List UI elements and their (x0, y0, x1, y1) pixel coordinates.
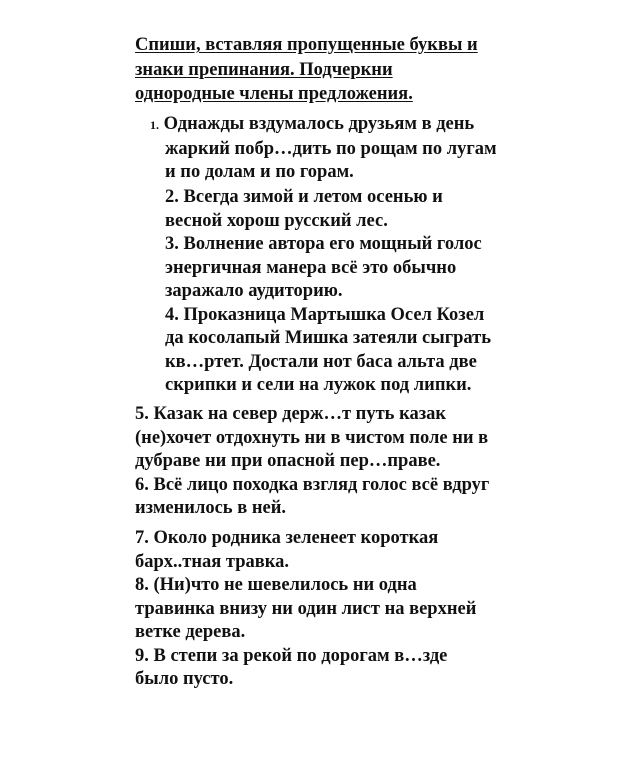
sentences-7-9 (135, 527, 476, 692)
sentence-line: (не)хочет отдохнуть ни в чистом поле ни в (135, 427, 489, 448)
sentence-line: 9. В степи за рекой по дорогам в…зде (135, 645, 448, 666)
instruction-line: однородные члены предложения. (135, 84, 413, 104)
sentences-2-4 (165, 186, 491, 398)
sentence-line: жаркий побр…дить по рощам по лугам (165, 138, 497, 159)
sentence-line: 3. Волнение автора его мощный голос (165, 234, 482, 254)
instruction-line: знаки препинания. Подчеркни (135, 59, 393, 80)
sentence-line: ветке дерева. (135, 622, 246, 642)
task-instruction (135, 33, 478, 107)
sentences-5-6 (135, 403, 489, 521)
sentence-line: 6. Всё лицо походка взгляд голос всё вдруг (135, 474, 490, 495)
sentence-line: кв…ртет. Достали нот баса альта две (165, 351, 477, 372)
sentence-line: 2. Всегда зимой и летом осенью и (165, 187, 443, 207)
sentence-line: весной хорош русский лес. (165, 210, 388, 231)
sentence-1 (150, 113, 497, 185)
sentence-line: да косолапый Мишка затеяли сыграть (165, 328, 492, 348)
sentence-number: 1. (150, 118, 159, 132)
sentence-line: дубраве ни при опасной пер…праве. (135, 451, 441, 471)
sentence-text: Однажды вздумалось друзьям в день (163, 114, 475, 134)
sentence-line: и по долам и по горам. (165, 162, 354, 182)
sentence-line: барх..тная травка. (135, 551, 290, 572)
sentence-line: 4. Проказница Мартышка Осел Козел (165, 304, 485, 325)
sentence-line: энергичная манера всё это обычно (165, 257, 457, 278)
sentence-line: 7. Около родника зеленеет короткая (135, 528, 439, 548)
sentence-line: изменилось в ней. (135, 498, 286, 518)
sentence-line: скрипки и сели на лужок под липки. (165, 375, 472, 395)
sentence-line: 5. Казак на север держ…т путь казак (135, 404, 447, 424)
sentence-line: было пусто. (135, 669, 234, 689)
sentence-line (150, 113, 497, 138)
sentence-line: травинка внизу ни один лист на верхней (135, 598, 477, 619)
sentence-line: заражало аудиторию. (165, 281, 343, 301)
instruction-line: Спиши, вставляя пропущенные буквы и (135, 35, 478, 55)
sentence-line: 8. (Ни)что не шевелилось ни одна (135, 575, 417, 595)
